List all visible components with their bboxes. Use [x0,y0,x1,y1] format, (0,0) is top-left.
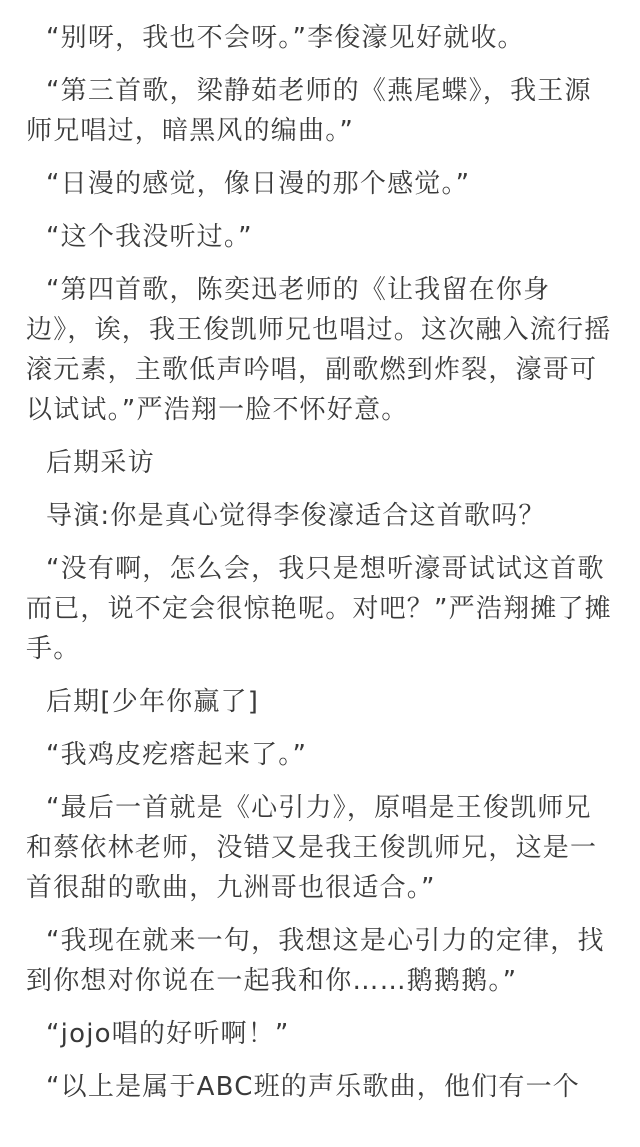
paragraph-9: 后期[少年你赢了] [46,687,260,717]
paragraph-13: “jojo唱的好听啊！” [46,1019,290,1049]
paragraph-1: “别呀，我也不会呀。”李俊濠见好就收。 [46,23,525,53]
article-body [26,18,616,1120]
paragraph-4: “这个我没听过。” [46,222,253,252]
paragraph-3: “日漫的感觉，像日漫的那个感觉。” [46,169,471,199]
paragraph-5: “第四首歌，陈奕迅老师的《让我留在你身边》，诶，我王俊凯师兄也唱过。这次融入流行摇滚元素，主歌低声吟唱，副歌燃到炸裂，濠哥可以试试。”严浩翔一脸不怀好意。 [26,275,612,425]
section-heading-interview: 后期采访 [46,448,155,478]
paragraph-12: “我现在就来一句，我想这是心引力的定律，找到你想对你说在一起我和你……鹅鹅鹅。” [26,926,605,996]
paragraph-2: “第三首歌，梁静茹老师的《燕尾蝶》，我王源师兄唱过，暗黑风的编曲。” [26,76,592,146]
paragraph-10: “我鸡皮疙瘩起来了。” [46,740,308,770]
paragraph-11: “最后一首就是《心引力》，原唱是王俊凯师兄和蔡依林老师，没错又是我王俊凯师兄，这是一首很甜的歌曲，九洲哥也很适合。” [26,793,598,903]
paragraph-8: “没有啊，怎么会，我只是想听濠哥试试这首歌而已，说不定会很惊艳呢。对吧？”严浩翔摊了摊手。 [26,554,612,664]
paragraph-7: 导演:你是真心觉得李俊濠适合这首歌吗？ [46,501,546,531]
paragraph-14: “以上是属于ABC班的声乐歌曲，他们有一个 [46,1072,580,1102]
